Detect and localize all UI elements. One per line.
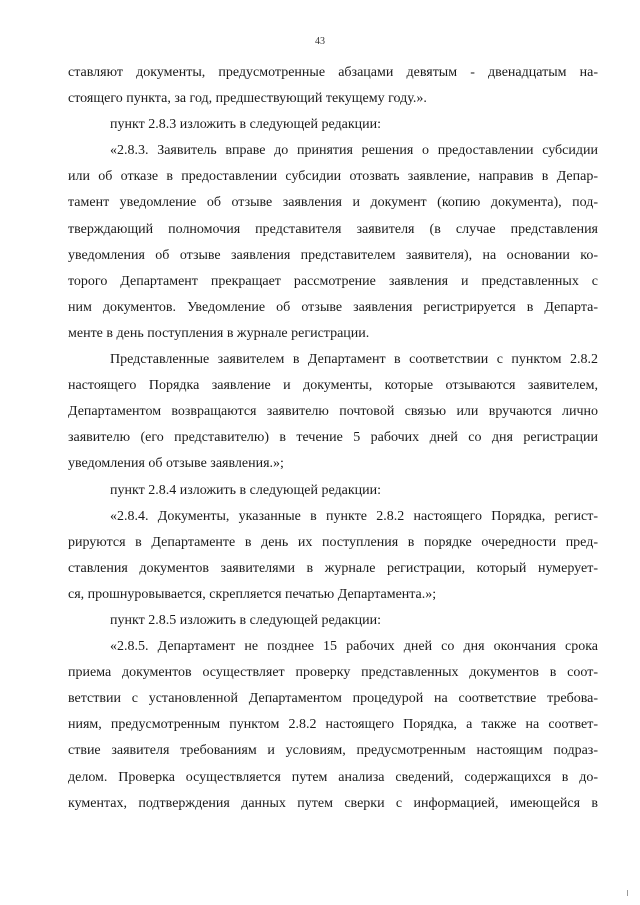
text-line: уведомления об отзыве заявления.»; xyxy=(68,456,284,472)
text-line: ним документов. Уведомление об отзыве заявления регистрируется в Департа- xyxy=(68,299,598,315)
text-line: Департаментом возвращаются заявителю почтовой связью или вручаются лично xyxy=(68,404,598,420)
text-line: ветствии с установленной Департаментом процедурой на соответствие требова- xyxy=(68,691,598,707)
text-line: делом. Проверка осуществляется путем анализа сведений, содержащихся в до- xyxy=(68,769,598,785)
text-line: Представленные заявителем в Департамент в соответствии с пунктом 2.8.2 xyxy=(110,352,598,368)
text-line: стоящего пункта, за год, предшествующий текущему году.». xyxy=(68,91,427,107)
text-line: «2.8.3. Заявитель вправе до принятия решения о предоставлении субсидии xyxy=(110,143,598,159)
text-line: торого Департамент прекращает рассмотрение заявления и представленных с xyxy=(68,273,598,289)
text-line: уведомления об отзыве заявления представителем заявителя), на основании ко- xyxy=(68,247,598,263)
text-line: пункт 2.8.3 изложить в следующей редакции: xyxy=(110,117,381,133)
page-number: 43 xyxy=(315,36,325,47)
text-line: кументах, подтверждения данных путем сверки с информацией, имеющейся в xyxy=(68,795,598,811)
text-line: пункт 2.8.5 изложить в следующей редакции: xyxy=(110,612,381,628)
text-line: настоящего Порядка заявление и документы, которые отзываются заявителем, xyxy=(68,378,598,394)
text-line: «2.8.5. Департамент не позднее 15 рабочих дней со дня окончания срока xyxy=(110,639,598,655)
text-line: ся, прошнуровывается, скрепляется печатью Департамента.»; xyxy=(68,586,437,602)
text-line: тверждающий полномочия представителя заявителя (в случае представления xyxy=(68,221,598,237)
scan-edge-mark xyxy=(627,890,628,896)
text-line: ствие заявителя требованиям и условиям, предусмотренным настоящим подраз- xyxy=(68,743,598,759)
text-line: менте в день поступления в журнале регистрации. xyxy=(68,325,370,341)
text-line: или об отказе в предоставлении субсидии отозвать заявление, направив в Депар- xyxy=(68,169,598,185)
text-line: тамент уведомление об отзыве заявления и документ (копию документа), под- xyxy=(68,195,598,211)
text-line: «2.8.4. Документы, указанные в пункте 2.8.2 настоящего Порядка, регист- xyxy=(110,508,598,524)
text-line: ниям, предусмотренным пунктом 2.8.2 настоящего Порядка, а также на соответ- xyxy=(68,717,598,733)
text-line: ставления документов заявителями в журнале регистрации, который нумерует- xyxy=(68,560,598,576)
text-line: приема документов осуществляет проверку представленных документов в соот- xyxy=(68,665,598,681)
text-line: ставляют документы, предусмотренные абзацами девятым - двенадцатым на- xyxy=(68,65,598,80)
document-body xyxy=(68,60,598,817)
text-line: пункт 2.8.4 изложить в следующей редакции: xyxy=(110,482,381,498)
text-line: заявителю (его представителю) в течение 5 рабочих дней со дня регистрации xyxy=(68,430,598,446)
text-line: рируются в Департаменте в день их поступления в порядке очередности пред- xyxy=(68,534,598,550)
